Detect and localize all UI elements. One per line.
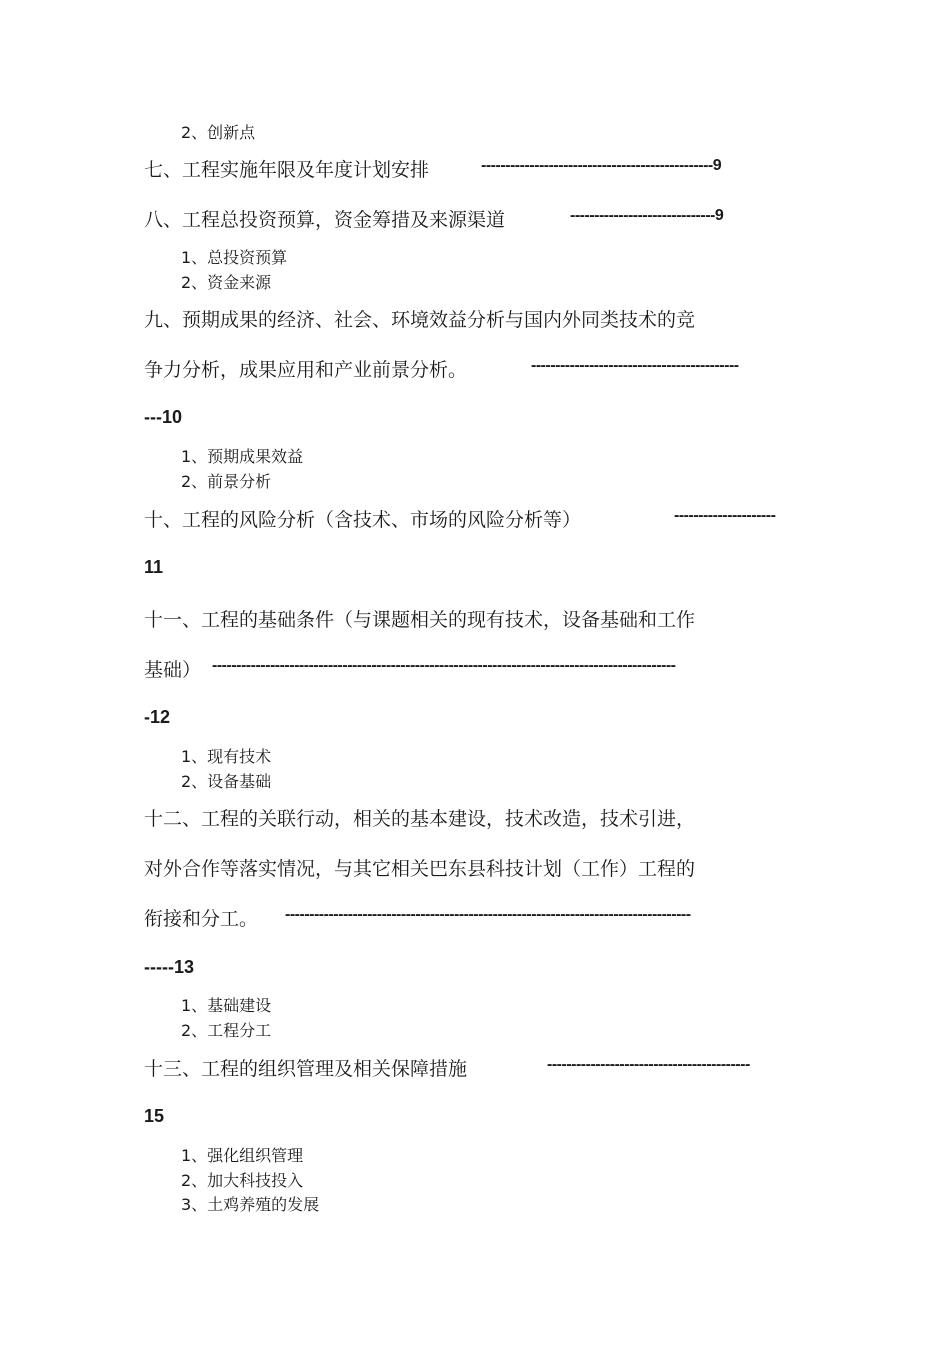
toc-leader-11: ------------------------------------------------------------------------------------------------ [212,657,676,674]
toc-page-10: 11 [144,557,164,577]
toc-leader-13: ------------------------------------------ [547,1056,750,1073]
toc-heading-8: 八、工程总投资预算，资金筹措及来源渠道 [144,209,506,231]
toc-item-11-1: 1、现有技术 [181,747,272,766]
toc-leader-7: ------------------------------------------------9 [481,157,722,174]
toc-item-13-1: 1、强化组织管理 [181,1146,304,1165]
toc-leader-12: ------------------------------------------------------------------------------------ [285,906,691,923]
toc-item-11-2: 2、设备基础 [181,772,272,791]
toc-leader-10: --------------------- [674,507,776,524]
toc-heading-11-line2: 基础） [144,659,202,681]
toc-heading-7: 七、工程实施年限及年度计划安排 [144,159,430,181]
toc-item-12-2: 2、工程分工 [181,1021,272,1040]
toc-heading-13: 十三、工程的组织管理及相关保障措施 [144,1058,468,1080]
toc-item-8-1: 1、总投资预算 [181,248,288,267]
toc-item-9-1: 1、预期成果效益 [181,447,304,466]
toc-item-8-2: 2、资金来源 [181,273,272,292]
toc-item-6-2: 2、创新点 [181,123,256,142]
toc-item-13-2: 2、加大科技投入 [181,1171,304,1190]
toc-item-13-3: 3、土鸡养殖的发展 [181,1195,320,1214]
toc-heading-12-line1: 十二、工程的关联行动，相关的基本建设，技术改造，技术引进， [144,808,696,830]
toc-heading-9-line2: 争力分析，成果应用和产业前景分析。 [144,359,468,381]
toc-page-11: -12 [144,707,171,727]
toc-heading-10: 十、工程的风险分析（含技术、市场的风险分析等） [144,509,582,531]
toc-heading-12-line3: 衔接和分工。 [144,908,259,930]
toc-heading-9-line1: 九、预期成果的经济、社会、环境效益分析与国内外同类技术的竞 [144,309,696,331]
toc-page-12: -----13 [144,957,194,977]
toc-leader-9: ------------------------------------------- [531,357,739,374]
toc-page-13: 15 [144,1106,165,1126]
toc-page-9: ---10 [144,407,183,427]
toc-item-12-1: 1、基础建设 [181,996,272,1015]
toc-item-9-2: 2、前景分析 [181,472,272,491]
toc-heading-12-line2: 对外合作等落实情况，与其它相关巴东县科技计划（工作）工程的 [144,858,696,880]
toc-heading-11-line1: 十一、工程的基础条件（与课题相关的现有技术，设备基础和工作 [144,609,696,631]
toc-leader-8: ------------------------------9 [570,207,724,224]
